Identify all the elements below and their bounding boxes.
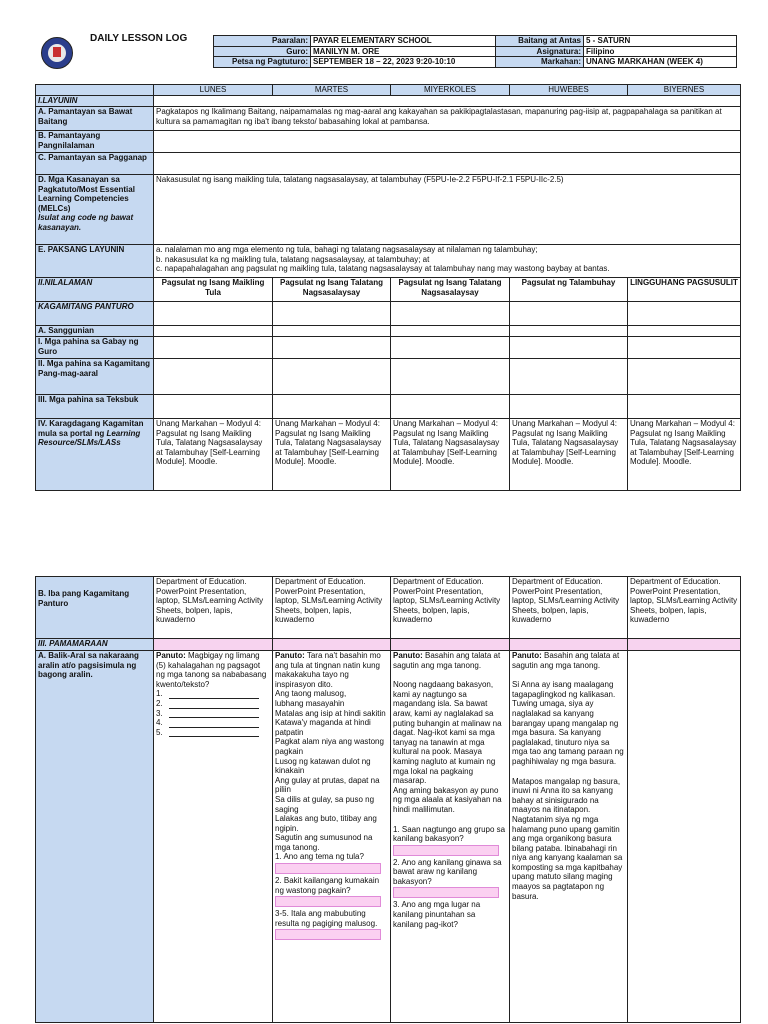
- panuto-label: Panuto:: [275, 651, 305, 660]
- row-label-karagdagang: [36, 419, 154, 491]
- row-label: E. PAKSANG LAYUNIN: [36, 245, 154, 278]
- guro-label: Guro:: [214, 46, 311, 57]
- day-header: HUWEBES: [510, 85, 628, 96]
- section-layunin: I.LAYUNIN: [36, 96, 154, 107]
- lunes-activity: [154, 651, 273, 1023]
- answer-line[interactable]: [156, 728, 270, 738]
- poem-line: Sagutin ang sumusunod na mga tanong.: [275, 833, 373, 852]
- poem-line: Lalakas ang buto, titibay ang ngipin.: [275, 814, 377, 833]
- section-nilalaman: II.NILALAMAN: [36, 278, 154, 302]
- thu-passage-2: Matapos mangalap ng basura, inuwi ni Anna ito sa kanyang bahay at sinisigurado na maayos na itinatapon. Nagtatanim siya ng mga halamang puno upang gamitin ang mga organikong basura bilang pataba. Ibinabahagi rin niya ang kanyang kaalaman sa komposting sa mga kapitbahay upang matuto silang maging maayos sa pagtatapon ng basura.: [512, 776, 623, 901]
- modyul-cell: Unang Markahan – Modyul 4: Pagsulat ng Isang Maikling Tula, Talatang Nagsasalaysay at Talambuhay [Self-Learning Module]. Moodle.: [510, 419, 628, 491]
- question: 2. Bakit kailangang kumakain ng wastong pagkain?: [275, 876, 380, 895]
- answer-field[interactable]: [275, 863, 381, 874]
- row-label: II. Mga pahina sa Kagamitang Pang-mag-aaral: [36, 359, 154, 395]
- martes-activity: [273, 651, 391, 1023]
- thu-intro: Basahin ang talata at sagutin ang mga tanong.: [512, 651, 620, 670]
- lesson-table-2: [35, 576, 741, 1023]
- huwebes-activity: [510, 651, 628, 1023]
- row-label: C. Pamantayan sa Pagganap: [36, 153, 154, 175]
- materials-cell: [510, 577, 628, 639]
- paaralan-label: Paaralan:: [214, 36, 311, 47]
- thu-passage: Si Anna ay isang maalagang tagapaglingkod ng kalikasan. Tuwing umaga, siya ay naglalakad sa kanyang barangay upang mangalap ng mga basura. Sa kanyang paglalakad, tinuturo niya sa mga tao ang tamang paraan ng paghihiwalay ng mga basura.: [512, 680, 624, 766]
- answer-line[interactable]: [156, 699, 270, 709]
- quarter: UNANG MARKAHAN (WEEK 4): [584, 57, 737, 68]
- modyul-cell: Unang Markahan – Modyul 4: Pagsulat ng Isang Maikling Tula, Talatang Nagsasalaysay at Talambuhay [Self-Learning Module]. Moodle.: [273, 419, 391, 491]
- modyul-cell: Unang Markahan – Modyul 4: Pagsulat ng Isang Maikling Tula, Talatang Nagsasalaysay at Talambuhay [Self-Learning Module]. Moodle.: [391, 419, 510, 491]
- school-name: PAYAR ELEMENTARY SCHOOL: [311, 36, 496, 47]
- wed-passage: Noong nagdaang bakasyon, kami ay nagtungo sa magandang isla. Sa bawat araw, kami ay naglalakad sa puting buhangin at malinaw na dagat. Nag-ikot kami sa mga tanyag na tanawin at mga kultural na pook. Masaya kaming nagluto at kumain ng mga lokal na pagkaing masarap.: [393, 680, 502, 786]
- materials-cell: [273, 577, 391, 639]
- content-topic: Pagsulat ng Isang Talatang Nagsasalaysay: [273, 278, 391, 302]
- grade-section: 5 - SATURN: [584, 36, 737, 47]
- answer-number: 5.: [156, 727, 163, 737]
- answer-line[interactable]: [156, 718, 270, 728]
- dept-text: Department of Education.: [156, 577, 247, 586]
- wed-intro: Basahin ang talata at sagutin ang mga tanong.: [393, 651, 501, 670]
- materials-cell: [391, 577, 510, 639]
- poem-line: Ang gulay at prutas, dapat na piliin: [275, 775, 380, 795]
- answer-line[interactable]: [156, 709, 270, 719]
- content-topic: Pagsulat ng Talambuhay: [510, 278, 628, 302]
- dept-text: Department of Education.: [275, 577, 366, 586]
- day-header: MARTES: [273, 85, 391, 96]
- answer-field[interactable]: [275, 929, 381, 940]
- answer-field[interactable]: [275, 896, 381, 907]
- materials-text: PowerPoint Presentation, laptop, SLMs/Learning Activity Sheets, bolpen, lapis, kuwaderno: [275, 586, 383, 625]
- section-pamamaraan: III. PAMAMARAAN: [36, 639, 154, 651]
- answer-field[interactable]: [393, 887, 499, 898]
- poem-line: Matalas ang isip at hindi sakitin Katawa'y maganda at hindi patpatin: [275, 708, 386, 737]
- paksang-layunin: [154, 245, 741, 278]
- materials-cell: [628, 577, 741, 639]
- question: 3. Ano ang mga lugar na kanilang pinuntahan sa kanilang pag-ikot?: [393, 900, 481, 929]
- poem-line: Lusog ng katawan dulot ng kinakain: [275, 756, 371, 776]
- row-label: A. Balik-Aral sa nakaraang aralin at/o pagsisimula ng bagong aralin.: [36, 651, 154, 1023]
- teaching-date: SEPTEMBER 18 – 22, 2023 9:20-10:10: [311, 57, 496, 68]
- markahan-label: Markahan:: [496, 57, 584, 68]
- materials-text: PowerPoint Presentation, laptop, SLMs/Learning Activity Sheets, bolpen, lapis, kuwaderno: [512, 586, 620, 625]
- question: 1. Saan nagtungo ang grupo sa kanilang bakasyon?: [393, 824, 506, 844]
- teacher-name: MANILYN M. ORE: [311, 46, 496, 57]
- question: 1. Ano ang tema ng tula?: [275, 852, 364, 862]
- mon-instructions: Magbigay ng limang (5) kahalagahan ng pagsagot ng mga tanong sa nababasang kwento/teksto?: [156, 651, 267, 689]
- row-label: I. Mga pahina sa Gabay ng Guro: [36, 337, 154, 359]
- karagdagang-label-italic: Learning Resource/SLMs/LASs: [38, 428, 141, 448]
- row-label: B. Pamantayang Pangnilalaman: [36, 131, 154, 153]
- dept-text: Department of Education.: [630, 577, 721, 586]
- dept-text: Department of Education.: [512, 577, 603, 586]
- answer-number: 2.: [156, 698, 163, 708]
- row-label: III. Mga pahina sa Teksbuk: [36, 395, 154, 419]
- melc-note: Isulat ang code ng bawat kasanayan.: [38, 213, 134, 232]
- miyerkoles-activity: [391, 651, 510, 1023]
- section-kagamitan: KAGAMITANG PANTURO: [36, 302, 154, 326]
- biyernes-activity: [628, 651, 741, 1023]
- answer-line[interactable]: [156, 689, 270, 699]
- modyul-cell: Unang Markahan – Modyul 4: Pagsulat ng Isang Maikling Tula, Talatang Nagsasalaysay at Talambuhay [Self-Learning Module]. Moodle.: [628, 419, 741, 491]
- objective-a: a. nalalaman mo ang mga elemento ng tula, bahagi ng talatang nagsasalaysay at nilalaman ng talambuhay;: [156, 245, 538, 254]
- content-topic: Pagsulat ng Isang Maikling Tula: [154, 278, 273, 302]
- day-header: LUNES: [154, 85, 273, 96]
- melc-text: Nakasusulat ng isang maikling tula, talatang nagsasalaysay, at talambuhay (F5PU-Ie-2.2 F5PU-If-2.1 F5PU-IIc-2.5): [154, 175, 741, 245]
- row-label: B. Iba pang Kagamitang Panturo: [36, 577, 154, 639]
- dept-text: Department of Education.: [393, 577, 484, 586]
- question: 3-5. Itala ang mabubuting resulta ng pagiging malusog.: [275, 909, 378, 928]
- answer-number: 3.: [156, 708, 163, 718]
- pamantayan-text: Pagkatapos ng Ikalimang Baitang, naipamamalas ng mag-aaral ang kakayahan sa pakikipagtalastasan, mapanuring pag-iisip at, pagpapahalaga sa panitikan at kultura sa pamamagitan ng iba't ibang teksto/ babasahing lokal at pambansa.: [154, 107, 741, 131]
- materials-text: PowerPoint Presentation, laptop, SLMs/Learning Activity Sheets, bolpen, lapis, kuwaderno: [393, 586, 501, 625]
- row-label: A. Pamantayan sa Bawat Baitang: [36, 107, 154, 131]
- melc-label: D. Mga Kasanayan sa Pagkatuto/Most Essential Learning Competencies (MELCs): [38, 175, 135, 213]
- materials-text: PowerPoint Presentation, laptop, SLMs/Learning Activity Sheets, bolpen, lapis, kuwaderno: [156, 586, 264, 625]
- panuto-label: Panuto:: [393, 651, 423, 660]
- tue-intro: Tara na't basahin mo ang tula at tingnan natin kung makakakuha tayo ng inspirasyon dito.: [275, 651, 381, 689]
- header-info-table: [213, 35, 737, 68]
- row-label-melc: [36, 175, 154, 245]
- materials-cell: [154, 577, 273, 639]
- poem-line: Sa dilis at gulay, sa puso ng saging: [275, 794, 375, 814]
- page-title: DAILY LESSON LOG: [90, 33, 188, 44]
- lesson-table-1: [35, 84, 741, 491]
- panuto-label: Panuto:: [512, 651, 542, 660]
- asignatura-label: Asignatura:: [496, 46, 584, 57]
- materials-text: PowerPoint Presentation, laptop, SLMs/Learning Activity Sheets, bolpen, lapis, kuwaderno: [630, 586, 738, 625]
- subject: Filipino: [584, 46, 737, 57]
- answer-number: 1.: [156, 689, 163, 699]
- content-topic: Pagsulat ng Isang Talatang Nagsasalaysay: [391, 278, 510, 302]
- petsa-label: Petsa ng Pagtuturo:: [214, 57, 311, 68]
- row-label: A. Sanggunian: [36, 326, 154, 337]
- school-logo-icon: [41, 37, 73, 69]
- objective-b: b. nakasusulat ka ng maikling tula, talatang nagsasalaysay, at talambuhay; at: [156, 254, 430, 264]
- poem-line: Pagkat alam niya ang wastong pagkain: [275, 737, 384, 756]
- question: 2. Ano ang kanilang ginawa sa bawat araw ng kanilang bakasyon?: [393, 857, 502, 886]
- panuto-label: Panuto:: [156, 651, 186, 660]
- day-header: BIYERNES: [628, 85, 741, 96]
- answer-number: 4.: [156, 718, 163, 728]
- answer-field[interactable]: [393, 845, 499, 856]
- karagdagang-label: IV. Karagdagang Kagamitan mula sa portal ng: [38, 419, 144, 438]
- wed-passage-2: Ang aming bakasyon ay puno ng mga alaala at kasiyahan na hindi malilimutan.: [393, 785, 502, 814]
- modyul-cell: Unang Markahan – Modyul 4: Pagsulat ng Isang Maikling Tula, Talatang Nagsasalaysay at Talambuhay [Self-Learning Module]. Moodle.: [154, 419, 273, 491]
- baitang-label: Baitang at Antas: [496, 36, 584, 47]
- poem-line: Ang taong malusog,: [275, 689, 347, 699]
- day-header: MIYERKOLES: [391, 85, 510, 96]
- poem-line: lubhang masayahin: [275, 698, 345, 708]
- content-topic: LINGGUHANG PAGSUSULIT: [628, 278, 741, 302]
- objective-c: c. napapahalagahan ang pagsulat ng maikling tula, talatang nagsasalaysay at talambuhay nang may wastong baybay at bantas.: [156, 264, 610, 274]
